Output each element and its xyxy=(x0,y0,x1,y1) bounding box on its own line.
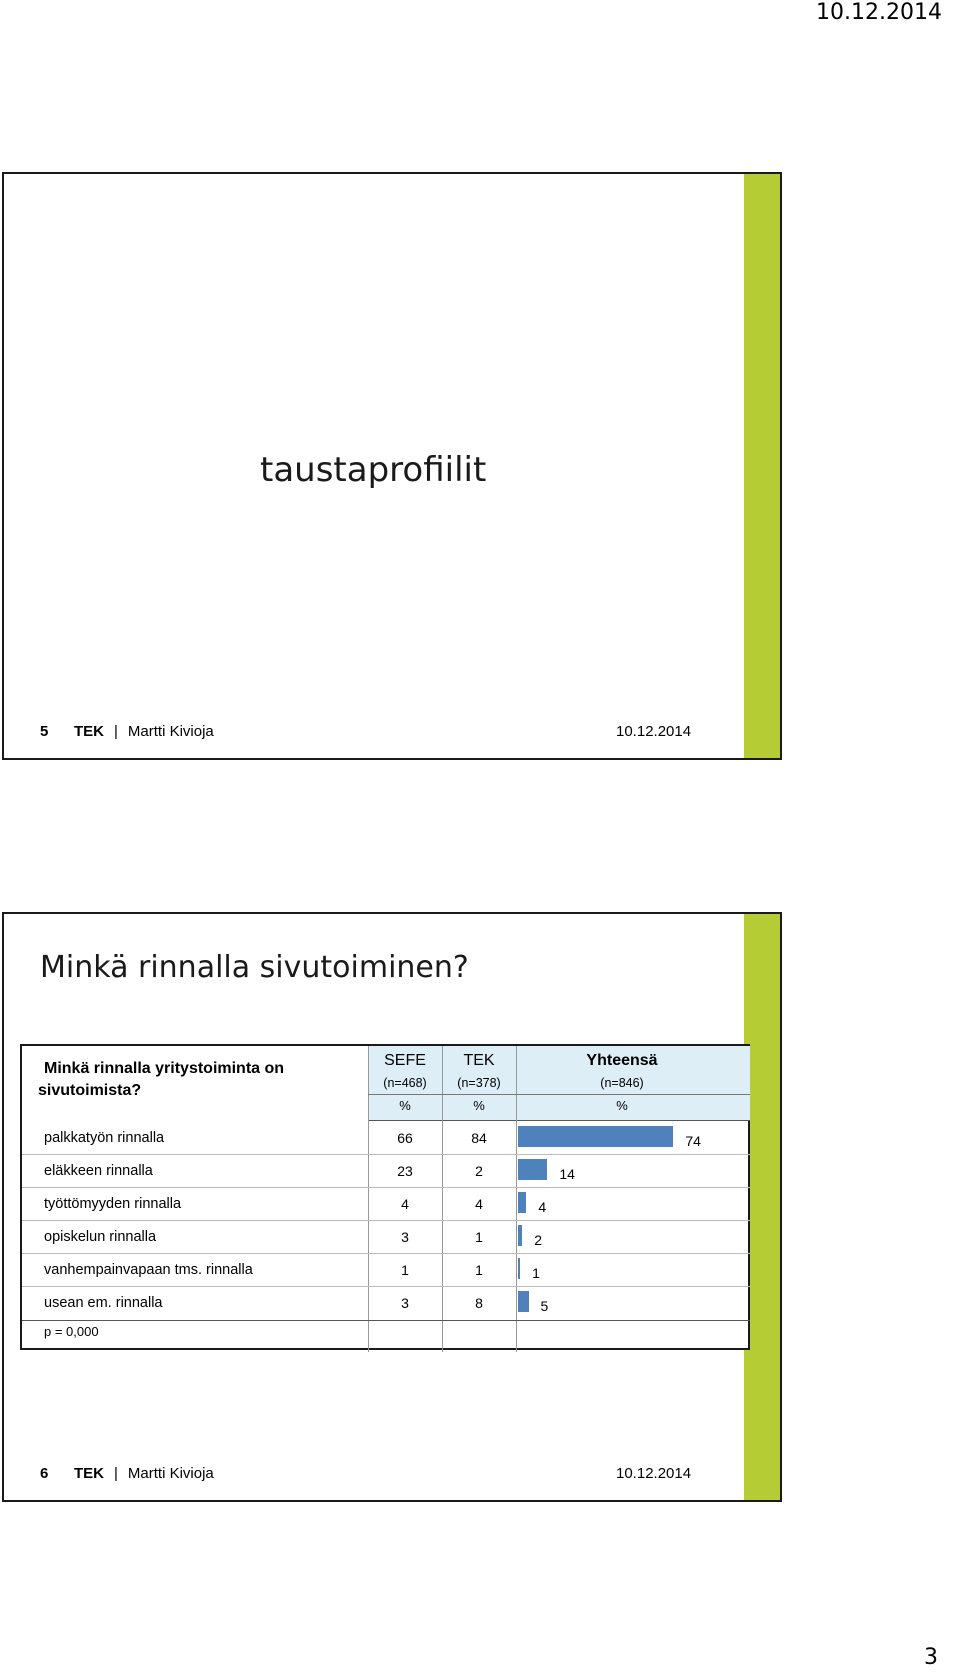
slide-title: Minkä rinnalla sivutoiminen? xyxy=(40,950,469,985)
footer-author: Martti Kivioja xyxy=(127,723,214,740)
row-label: eläkkeen rinnalla xyxy=(44,1163,153,1179)
column-divider xyxy=(516,1046,517,1352)
value-sefe: 23 xyxy=(397,1163,413,1179)
footer-author: Martti Kivioja xyxy=(127,1465,214,1482)
col-header-sefe: SEFE xyxy=(384,1052,426,1069)
row-divider xyxy=(22,1253,750,1254)
col-unit-tek: % xyxy=(473,1098,485,1113)
value-sefe: 66 xyxy=(397,1130,413,1146)
value-tek: 4 xyxy=(475,1196,483,1212)
footer-org: TEK xyxy=(74,723,104,740)
total-bar xyxy=(518,1258,520,1279)
p-value: p = 0,000 xyxy=(44,1324,99,1339)
value-sefe: 3 xyxy=(401,1229,409,1245)
col-unit-total: % xyxy=(616,1098,628,1113)
results-table xyxy=(20,1044,750,1350)
value-sefe: 3 xyxy=(401,1295,409,1311)
row-divider xyxy=(22,1187,750,1188)
header-divider xyxy=(368,1094,750,1095)
col-unit-sefe: % xyxy=(399,1098,411,1113)
value-sefe: 4 xyxy=(401,1196,409,1212)
footer-separator: | xyxy=(114,723,118,740)
col-header-tek: TEK xyxy=(463,1052,495,1069)
question-line-1: Minkä rinnalla yritystoiminta on xyxy=(44,1060,285,1077)
row-label: työttömyyden rinnalla xyxy=(44,1196,182,1212)
total-bar xyxy=(518,1225,522,1246)
value-tek: 1 xyxy=(475,1262,483,1278)
total-bar-label: 1 xyxy=(532,1265,540,1281)
slide-number: 5 xyxy=(40,723,49,740)
page-number: 3 xyxy=(924,1645,938,1670)
total-bar-label: 14 xyxy=(559,1166,575,1182)
row-label: usean em. rinnalla xyxy=(44,1295,163,1311)
footer-org: TEK xyxy=(74,1465,104,1482)
total-bar-label: 74 xyxy=(685,1133,701,1149)
value-tek: 1 xyxy=(475,1229,483,1245)
accent-stripe xyxy=(744,174,780,758)
value-tek: 84 xyxy=(471,1130,487,1146)
total-bar xyxy=(518,1192,526,1213)
total-bar-label: 2 xyxy=(534,1232,542,1248)
row-divider xyxy=(22,1220,750,1221)
slide-footer xyxy=(40,1465,214,1482)
row-divider xyxy=(22,1154,750,1155)
total-bar-label: 5 xyxy=(540,1298,549,1314)
slide-footer xyxy=(40,723,214,740)
row-divider xyxy=(22,1286,750,1287)
document-date: 10.12.2014 xyxy=(816,0,942,25)
slide-taustaprofiilit xyxy=(2,172,782,760)
row-label: opiskelun rinnalla xyxy=(44,1229,157,1245)
total-bar-label: 4 xyxy=(538,1199,547,1215)
value-sefe: 1 xyxy=(401,1262,409,1278)
row-label: vanhempainvapaan tms. rinnalla xyxy=(44,1262,253,1278)
col-n-sefe: (n=468) xyxy=(383,1076,427,1090)
total-bar xyxy=(518,1126,673,1147)
question-cell xyxy=(22,1046,368,1120)
row-label: palkkatyön rinnalla xyxy=(44,1130,165,1146)
value-tek: 8 xyxy=(475,1295,483,1311)
footer-divider xyxy=(22,1320,750,1321)
footer-date: 10.12.2014 xyxy=(616,723,692,740)
value-tek: 2 xyxy=(475,1163,483,1179)
col-n-tek: (n=378) xyxy=(457,1076,501,1090)
col-header-total: Yhteensä xyxy=(586,1052,658,1069)
total-bar xyxy=(518,1159,547,1180)
slide-title: taustaprofiilit xyxy=(260,450,487,490)
col-n-total: (n=846) xyxy=(600,1076,644,1090)
footer-date: 10.12.2014 xyxy=(616,1465,692,1482)
footer-separator: | xyxy=(114,1465,118,1482)
total-bar xyxy=(518,1291,529,1312)
slide-number: 6 xyxy=(40,1465,49,1482)
slide-sivutoiminen xyxy=(2,912,782,1502)
question-line-2: sivutoimista? xyxy=(38,1082,142,1099)
